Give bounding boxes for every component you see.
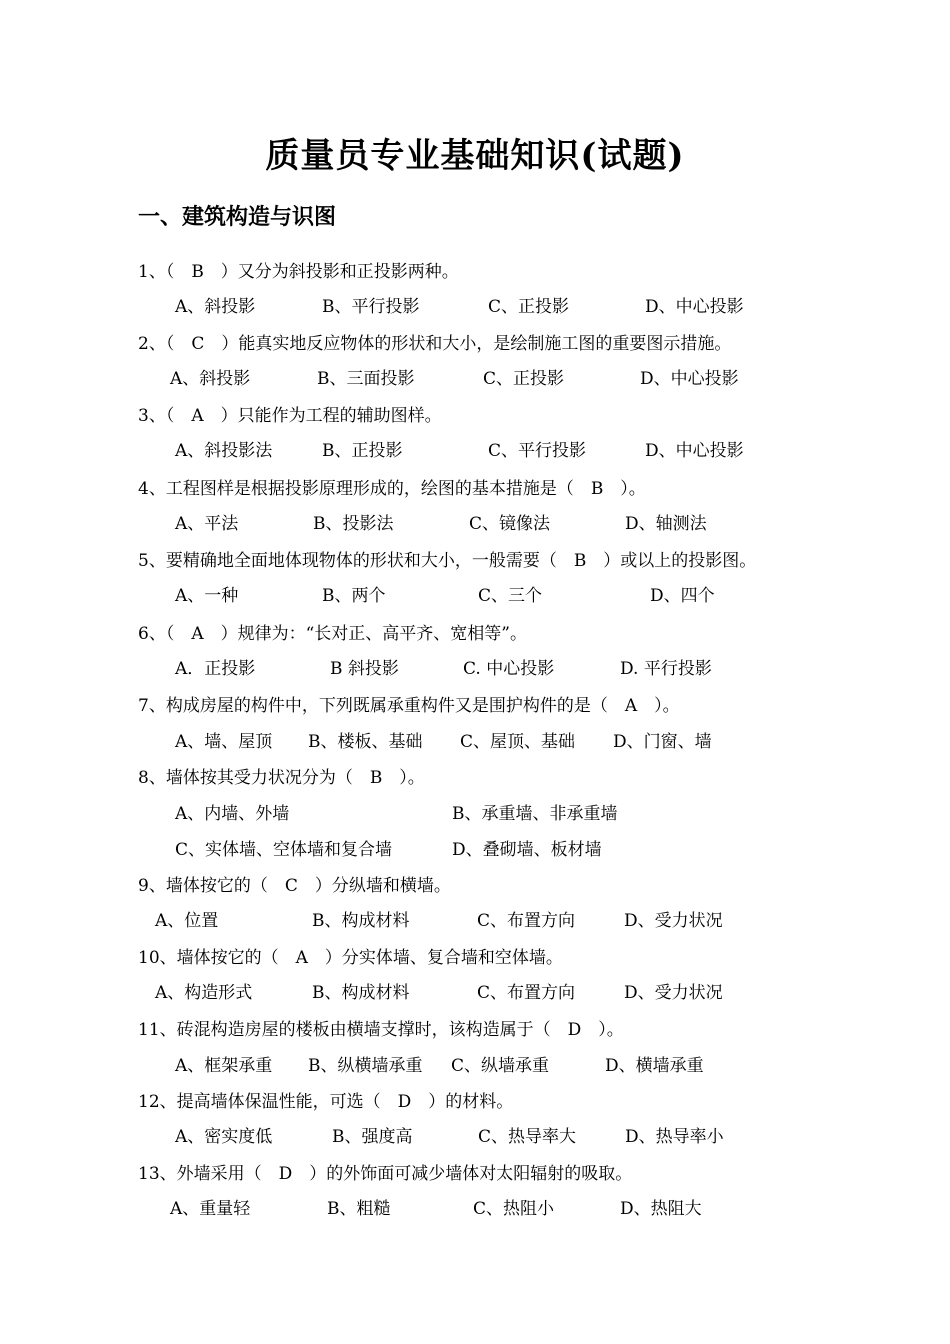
option: B、平行投影 [322,297,420,317]
option: A、墙、屋顶 [175,732,273,752]
option: A、平法 [175,514,239,534]
option: D、轴测法 [625,514,707,534]
option: C、布置方向 [477,983,576,1003]
option: C、热导率大 [478,1127,577,1147]
question-7: 7、构成房屋的构件中，下列既属承重构件又是围护构件的是（ A ）。 [138,696,680,716]
question-9: 9、墙体按它的（ C ）分纵墙和横墙。 [138,876,451,896]
option: B、构成材料 [312,911,410,931]
option: D、中心投影 [645,297,744,317]
option: D、横墙承重 [605,1056,704,1076]
option: C、平行投影 [488,441,587,461]
question-13: 13、外墙采用（ D ）的外饰面可减少墙体对太阳辐射的吸取。 [138,1164,633,1184]
option: D. 平行投影 [620,659,712,679]
option: D、中心投影 [640,369,739,389]
option: C. 中心投影 [463,659,555,679]
option: A、斜投影法 [175,441,273,461]
option: D、受力状况 [624,983,723,1003]
question-1: 1、（ B ）又分为斜投影和正投影两种。 [138,262,459,282]
option: C、正投影 [488,297,570,317]
question-6: 6、（ A ）规律为：“长对正、高平齐、宽相等”。 [138,624,527,644]
option: A、密实度低 [175,1127,273,1147]
option: B、构成材料 [312,983,410,1003]
option: D、叠砌墙、板材墙 [452,840,602,860]
option: B、楼板、基础 [308,732,423,752]
option: C、实体墙、空体墙和复合墙 [175,840,393,860]
document-title: 质量员专业基础知识(试题) [265,136,685,176]
option: B、粗糙 [327,1199,391,1219]
question-5: 5、要精确地全面地体现物体的形状和大小，一般需要（ B ）或以上的投影图。 [138,551,757,571]
option: B、承重墙、非承重墙 [452,804,618,824]
option: D、热导率小 [625,1127,724,1147]
question-3: 3、（ A ）只能作为工程的辅助图样。 [138,406,442,426]
option: C、纵墙承重 [451,1056,550,1076]
option: A、斜投影 [170,369,251,389]
option: B、正投影 [322,441,403,461]
question-11: 11、砖混构造房屋的楼板由横墙支撑时，该构造属于（ D ）。 [138,1020,624,1040]
option: A．正投影 [175,659,256,679]
option: B、三面投影 [317,369,415,389]
option: B 斜投影 [330,659,399,679]
option: A、内墙、外墙 [175,804,290,824]
option: C、热阻小 [473,1199,555,1219]
option: A、框架承重 [175,1056,273,1076]
option: B、投影法 [313,514,394,534]
option: C、镜像法 [469,514,551,534]
question-8: 8、墙体按其受力状况分为（ B ）。 [138,768,425,788]
option: A、斜投影 [175,297,256,317]
option: C、布置方向 [477,911,576,931]
option: D、四个 [650,586,715,606]
option: A、一种 [175,586,239,606]
option: A、重量轻 [170,1199,251,1219]
option: B、两个 [322,586,386,606]
option: C、三个 [478,586,543,606]
option: D、中心投影 [645,441,744,461]
option: C、正投影 [483,369,565,389]
option: D、受力状况 [624,911,723,931]
option: D、门窗、墙 [613,732,712,752]
option: A、构造形式 [155,983,253,1003]
option: B、纵横墙承重 [308,1056,423,1076]
option: C、屋顶、基础 [460,732,576,752]
section-heading: 一、建筑构造与识图 [138,204,337,230]
question-4: 4、工程图样是根据投影原理形成的，绘图的基本措施是（ B ）。 [138,479,646,499]
option: A、位置 [155,911,219,931]
question-2: 2、（ C ）能真实地反应物体的形状和大小，是绘制施工图的重要图示措施。 [138,334,732,354]
question-10: 10、墙体按它的（ A ）分实体墙、复合墙和空体墙。 [138,948,563,968]
question-12: 12、提高墙体保温性能，可选（ D ）的材料。 [138,1092,514,1112]
option: B、强度高 [332,1127,413,1147]
option: D、热阻大 [620,1199,702,1219]
